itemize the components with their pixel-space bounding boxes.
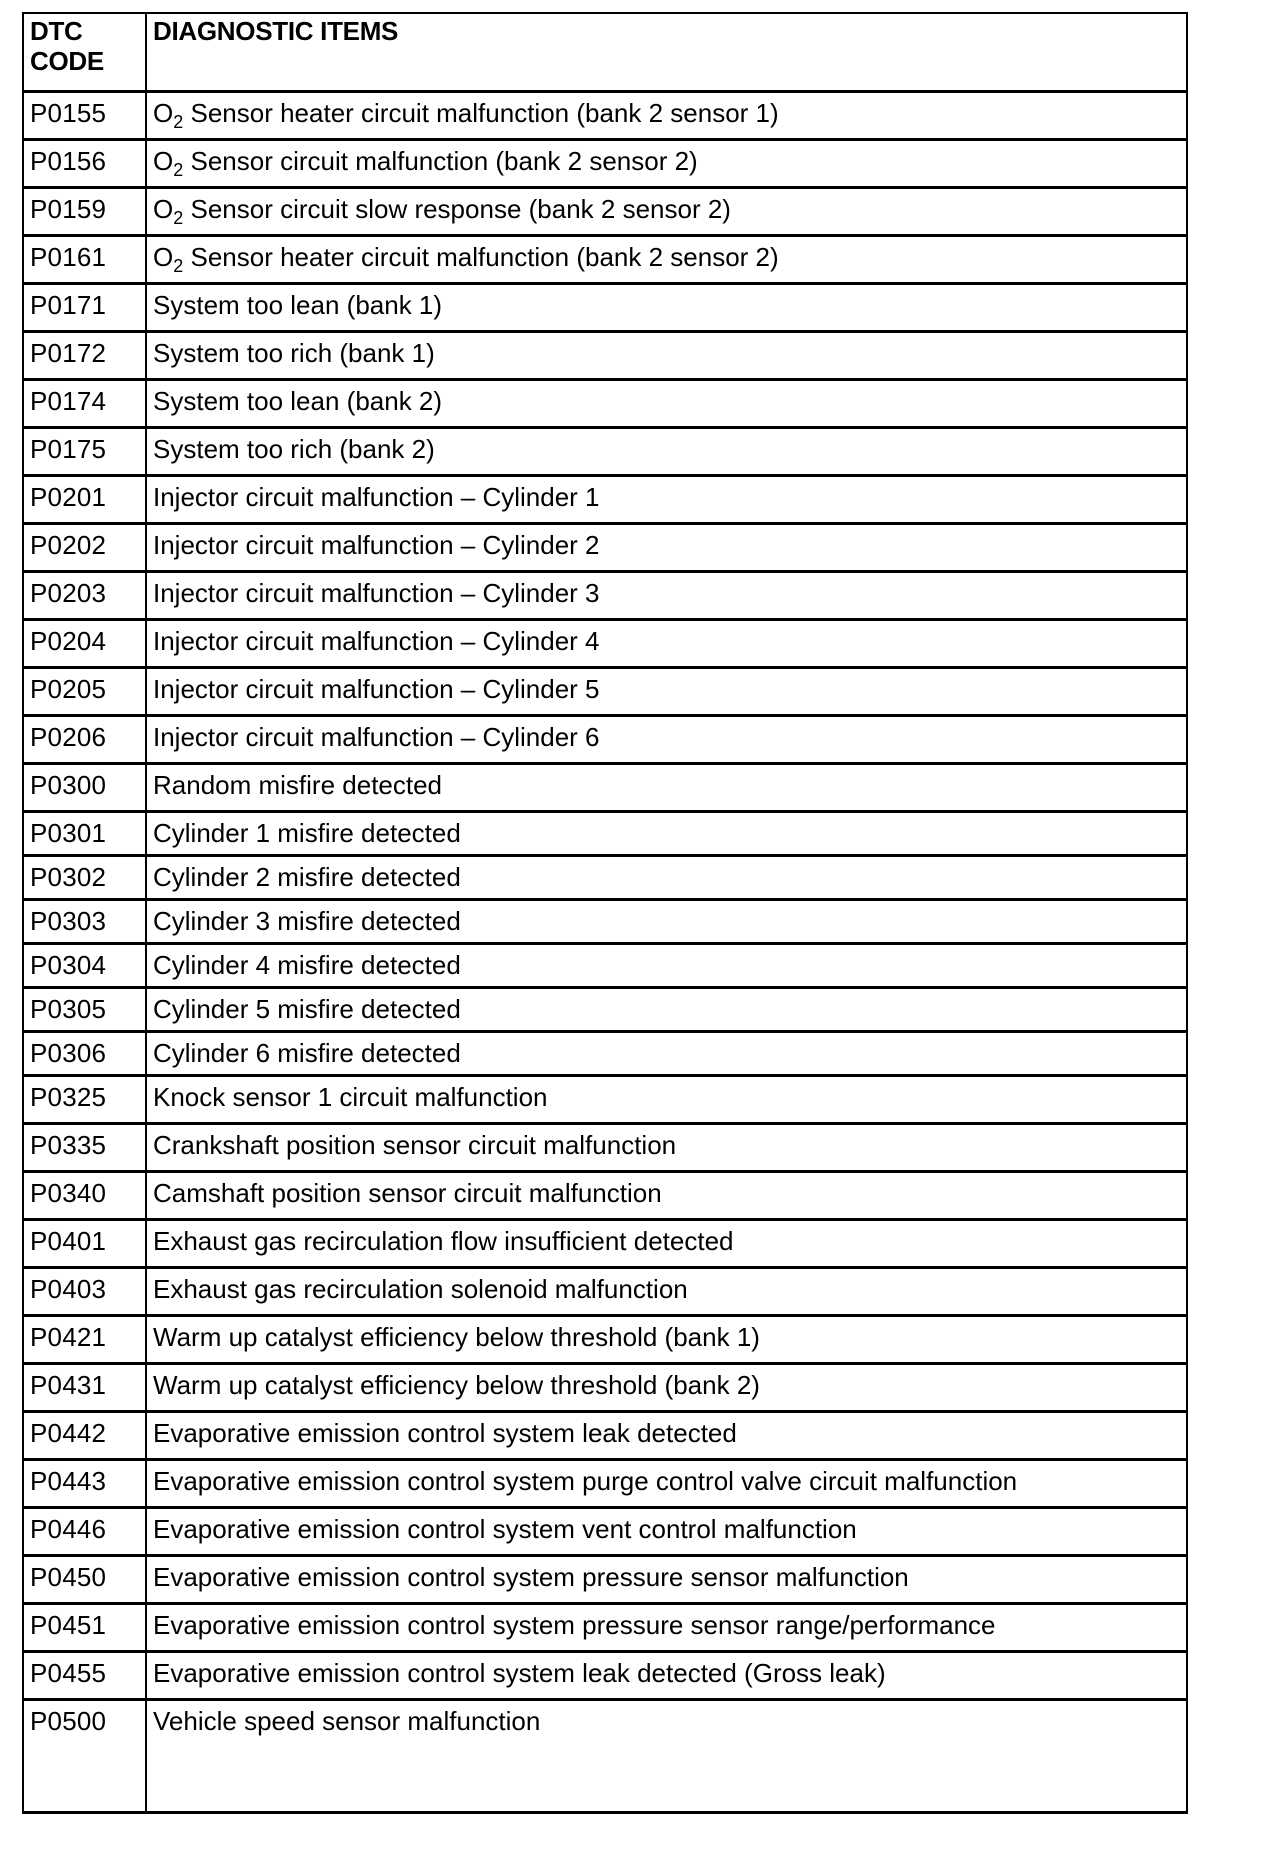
table-row bbox=[23, 236, 1187, 284]
diagnostic-item-text: Evaporative emission control system pressure sensor range/performance bbox=[153, 1610, 996, 1640]
diagnostic-item-cell bbox=[146, 620, 1187, 668]
dtc-code-cell: P0455 bbox=[23, 1652, 146, 1700]
table-row bbox=[23, 476, 1187, 524]
table-row bbox=[23, 1556, 1187, 1604]
table-row bbox=[23, 1508, 1187, 1556]
diagnostic-item-text: Vehicle speed sensor malfunction bbox=[153, 1706, 541, 1736]
diagnostic-item-cell bbox=[146, 236, 1187, 284]
header-code-line2: CODE bbox=[30, 46, 104, 76]
diagnostic-item-text: Random misfire detected bbox=[153, 770, 443, 800]
dtc-code-cell: P0446 bbox=[23, 1508, 146, 1556]
diagnostic-item-cell bbox=[146, 572, 1187, 620]
diagnostic-item-cell bbox=[146, 1556, 1187, 1604]
dtc-code-cell: P0443 bbox=[23, 1460, 146, 1508]
o2-symbol-subscript: 2 bbox=[173, 160, 184, 180]
diagnostic-item-text: Cylinder 3 misfire detected bbox=[153, 906, 461, 936]
dtc-code-cell: P0335 bbox=[23, 1124, 146, 1172]
dtc-code-cell: P0172 bbox=[23, 332, 146, 380]
dtc-code-cell: P0201 bbox=[23, 476, 146, 524]
diagnostic-item-cell bbox=[146, 380, 1187, 428]
dtc-code-cell: P0205 bbox=[23, 668, 146, 716]
diagnostic-item-text: System too rich (bank 1) bbox=[153, 338, 435, 368]
diagnostic-item-text: Injector circuit malfunction – Cylinder 5 bbox=[153, 674, 600, 704]
diagnostic-item-text: Sensor heater circuit malfunction (bank 2 sensor 2) bbox=[190, 242, 779, 272]
table-row bbox=[23, 428, 1187, 476]
diagnostic-item-text: Sensor heater circuit malfunction (bank 2 sensor 1) bbox=[190, 98, 779, 128]
dtc-code-cell: P0206 bbox=[23, 716, 146, 764]
diagnostic-item-cell bbox=[146, 1220, 1187, 1268]
diagnostic-item-text: Injector circuit malfunction – Cylinder 2 bbox=[153, 530, 600, 560]
diagnostic-item-cell bbox=[146, 944, 1187, 988]
header-items: DIAGNOSTIC ITEMS bbox=[146, 13, 1187, 92]
diagnostic-item-text: Warm up catalyst efficiency below threshold (bank 1) bbox=[153, 1322, 760, 1352]
diagnostic-item-cell bbox=[146, 1172, 1187, 1220]
table-row bbox=[23, 1124, 1187, 1172]
dtc-code-cell: P0306 bbox=[23, 1032, 146, 1076]
table-row bbox=[23, 1604, 1187, 1652]
diagnostic-item-cell bbox=[146, 1700, 1187, 1813]
table-row bbox=[23, 944, 1187, 988]
diagnostic-item-cell bbox=[146, 1032, 1187, 1076]
dtc-code-cell: P0401 bbox=[23, 1220, 146, 1268]
diagnostic-item-cell bbox=[146, 900, 1187, 944]
table-row bbox=[23, 1268, 1187, 1316]
dtc-code-cell: P0305 bbox=[23, 988, 146, 1032]
diagnostic-item-cell bbox=[146, 988, 1187, 1032]
dtc-code-cell: P0202 bbox=[23, 524, 146, 572]
dtc-code-cell: P0300 bbox=[23, 764, 146, 812]
diagnostic-item-cell bbox=[146, 524, 1187, 572]
diagnostic-item-text: Evaporative emission control system leak detected bbox=[153, 1418, 737, 1448]
diagnostic-item-text: Crankshaft position sensor circuit malfunction bbox=[153, 1130, 677, 1160]
dtc-code-cell: P0304 bbox=[23, 944, 146, 988]
dtc-code-cell: P0340 bbox=[23, 1172, 146, 1220]
dtc-code-cell: P0203 bbox=[23, 572, 146, 620]
dtc-code-cell: P0403 bbox=[23, 1268, 146, 1316]
diagnostic-item-cell bbox=[146, 856, 1187, 900]
diagnostic-item-cell bbox=[146, 1076, 1187, 1124]
diagnostic-item-text: System too lean (bank 2) bbox=[153, 386, 443, 416]
table-row bbox=[23, 1316, 1187, 1364]
table-body bbox=[23, 92, 1187, 1813]
diagnostic-item-cell bbox=[146, 284, 1187, 332]
diagnostic-item-cell bbox=[146, 1652, 1187, 1700]
diagnostic-item-text: Injector circuit malfunction – Cylinder 1 bbox=[153, 482, 600, 512]
table-row bbox=[23, 1076, 1187, 1124]
diagnostic-item-cell bbox=[146, 140, 1187, 188]
diagnostic-item-cell bbox=[146, 1460, 1187, 1508]
o2-symbol-subscript: 2 bbox=[173, 208, 184, 228]
table-row bbox=[23, 620, 1187, 668]
table-row bbox=[23, 572, 1187, 620]
table-row bbox=[23, 1700, 1187, 1813]
dtc-code-cell: P0421 bbox=[23, 1316, 146, 1364]
table-row bbox=[23, 284, 1187, 332]
diagnostic-item-cell bbox=[146, 1412, 1187, 1460]
table-row bbox=[23, 988, 1187, 1032]
diagnostic-item-cell bbox=[146, 1268, 1187, 1316]
table-row bbox=[23, 812, 1187, 856]
dtc-code-cell: P0204 bbox=[23, 620, 146, 668]
dtc-code-cell: P0442 bbox=[23, 1412, 146, 1460]
table-row bbox=[23, 188, 1187, 236]
diagnostic-item-text: System too rich (bank 2) bbox=[153, 434, 435, 464]
diagnostic-item-cell bbox=[146, 1508, 1187, 1556]
diagnostic-item-text: Knock sensor 1 circuit malfunction bbox=[153, 1082, 548, 1112]
diagnostic-item-cell bbox=[146, 764, 1187, 812]
table-row bbox=[23, 1172, 1187, 1220]
diagnostic-item-cell bbox=[146, 428, 1187, 476]
header-code bbox=[23, 13, 146, 92]
dtc-code-cell: P0302 bbox=[23, 856, 146, 900]
table-row bbox=[23, 1460, 1187, 1508]
table-row bbox=[23, 140, 1187, 188]
table-row bbox=[23, 92, 1187, 140]
dtc-code-cell: P0431 bbox=[23, 1364, 146, 1412]
diagnostic-item-cell bbox=[146, 1364, 1187, 1412]
dtc-code-cell: P0171 bbox=[23, 284, 146, 332]
dtc-code-cell: P0500 bbox=[23, 1700, 146, 1813]
diagnostic-item-text: Cylinder 4 misfire detected bbox=[153, 950, 461, 980]
header-row bbox=[23, 13, 1187, 92]
dtc-code-cell: P0450 bbox=[23, 1556, 146, 1604]
o2-symbol-subscript: 2 bbox=[173, 112, 184, 132]
diagnostic-item-cell bbox=[146, 812, 1187, 856]
table-row bbox=[23, 1032, 1187, 1076]
table-row bbox=[23, 856, 1187, 900]
diagnostic-item-text: Exhaust gas recirculation flow insufficient detected bbox=[153, 1226, 734, 1256]
diagnostic-item-text: Injector circuit malfunction – Cylinder 3 bbox=[153, 578, 600, 608]
dtc-code-cell: P0155 bbox=[23, 92, 146, 140]
diagnostic-item-text: Evaporative emission control system pressure sensor malfunction bbox=[153, 1562, 909, 1592]
diagnostic-item-text: Warm up catalyst efficiency below threshold (bank 2) bbox=[153, 1370, 760, 1400]
dtc-code-cell: P0174 bbox=[23, 380, 146, 428]
diagnostic-item-text: Cylinder 6 misfire detected bbox=[153, 1038, 461, 1068]
dtc-code-cell: P0159 bbox=[23, 188, 146, 236]
diagnostic-item-text: Evaporative emission control system leak detected (Gross leak) bbox=[153, 1658, 886, 1688]
o2-symbol-base: O bbox=[153, 146, 174, 176]
table-row bbox=[23, 332, 1187, 380]
table-row bbox=[23, 1652, 1187, 1700]
diagnostic-item-cell bbox=[146, 1316, 1187, 1364]
diagnostic-item-text: Injector circuit malfunction – Cylinder 6 bbox=[153, 722, 600, 752]
diagnostic-item-text: Sensor circuit slow response (bank 2 sensor 2) bbox=[190, 194, 731, 224]
table-row bbox=[23, 900, 1187, 944]
diagnostic-item-text: Cylinder 1 misfire detected bbox=[153, 818, 461, 848]
o2-symbol-base: O bbox=[153, 194, 174, 224]
diagnostic-item-cell bbox=[146, 476, 1187, 524]
dtc-code-cell: P0161 bbox=[23, 236, 146, 284]
diagnostic-item-cell bbox=[146, 92, 1187, 140]
o2-symbol-subscript: 2 bbox=[173, 256, 184, 276]
diagnostic-item-text: Camshaft position sensor circuit malfunction bbox=[153, 1178, 662, 1208]
o2-symbol-base: O bbox=[153, 242, 174, 272]
diagnostic-item-text: Evaporative emission control system purge control valve circuit malfunction bbox=[153, 1466, 1018, 1496]
table-row bbox=[23, 380, 1187, 428]
table-row bbox=[23, 1220, 1187, 1268]
dtc-code-cell: P0451 bbox=[23, 1604, 146, 1652]
dtc-code-cell: P0325 bbox=[23, 1076, 146, 1124]
diagnostic-item-text: Cylinder 2 misfire detected bbox=[153, 862, 461, 892]
diagnostic-item-text: Cylinder 5 misfire detected bbox=[153, 994, 461, 1024]
diagnostic-item-text: Sensor circuit malfunction (bank 2 sensor 2) bbox=[190, 146, 698, 176]
table-row bbox=[23, 716, 1187, 764]
diagnostic-item-text: Evaporative emission control system vent control malfunction bbox=[153, 1514, 857, 1544]
dtc-table bbox=[22, 12, 1188, 1814]
diagnostic-item-cell bbox=[146, 1124, 1187, 1172]
o2-symbol-base: O bbox=[153, 98, 174, 128]
table-row bbox=[23, 668, 1187, 716]
diagnostic-item-cell bbox=[146, 188, 1187, 236]
table-row bbox=[23, 1364, 1187, 1412]
diagnostic-item-cell bbox=[146, 332, 1187, 380]
dtc-code-cell: P0156 bbox=[23, 140, 146, 188]
diagnostic-item-cell bbox=[146, 716, 1187, 764]
diagnostic-item-text: Injector circuit malfunction – Cylinder 4 bbox=[153, 626, 600, 656]
diagnostic-item-text: System too lean (bank 1) bbox=[153, 290, 443, 320]
dtc-code-cell: P0301 bbox=[23, 812, 146, 856]
diagnostic-item-cell bbox=[146, 668, 1187, 716]
diagnostic-item-cell bbox=[146, 1604, 1187, 1652]
dtc-code-cell: P0175 bbox=[23, 428, 146, 476]
table-row bbox=[23, 1412, 1187, 1460]
dtc-code-cell: P0303 bbox=[23, 900, 146, 944]
table-row bbox=[23, 764, 1187, 812]
header-code-line1: DTC bbox=[30, 16, 83, 46]
diagnostic-item-text: Exhaust gas recirculation solenoid malfunction bbox=[153, 1274, 688, 1304]
table-row bbox=[23, 524, 1187, 572]
